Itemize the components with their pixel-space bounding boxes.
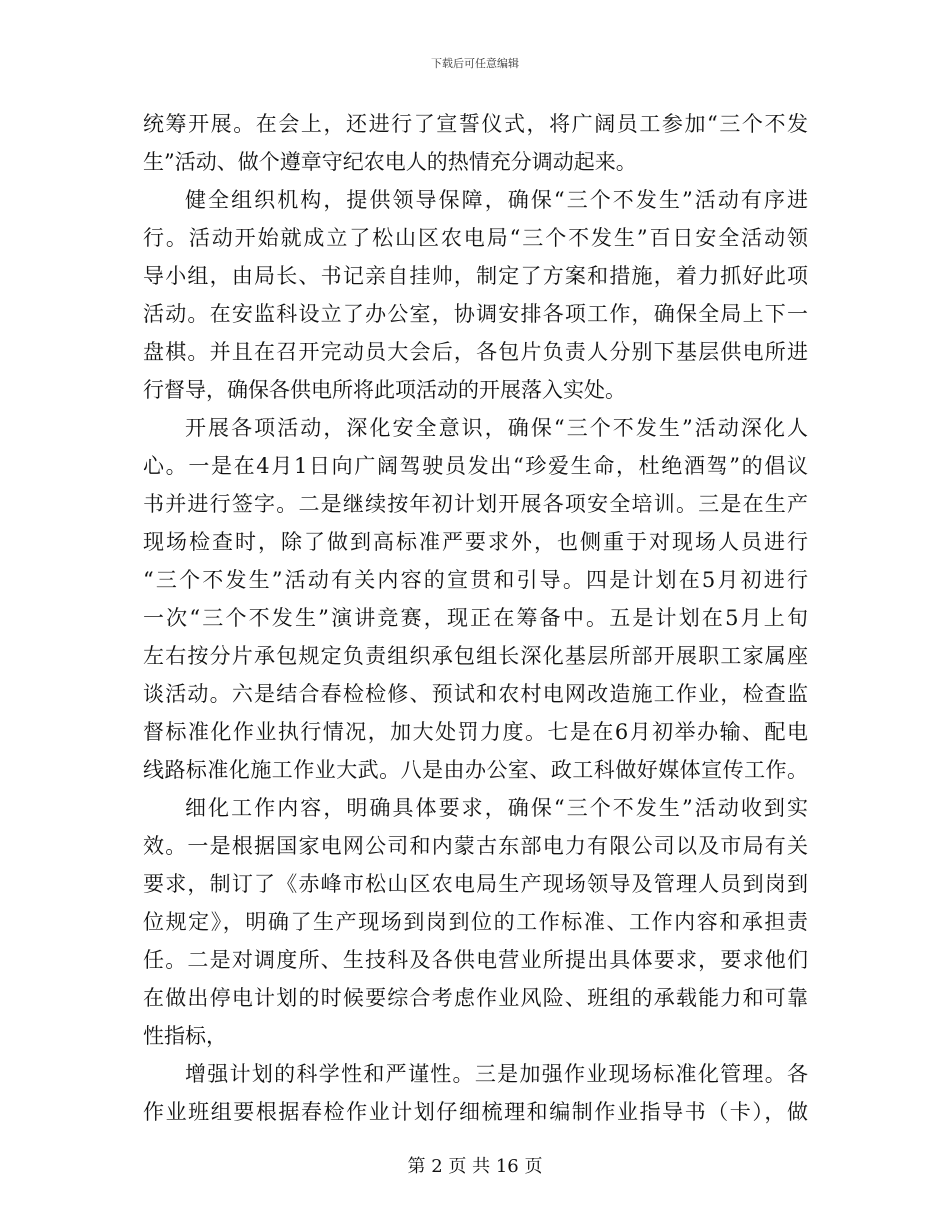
paragraph-first-line: 开展各项活动，深化安全意识，确保“三个不发生”活动深化人 [185, 416, 808, 440]
text-line: 导小组，由局长、书记亲自挂帅，制定了方案和措施，着力抓好此项 [143, 264, 808, 288]
text-line: 督标准化作业执行情况，加大处罚力度。七是在6月初举办输、配电 [143, 720, 808, 744]
document-body [143, 105, 808, 1131]
text-line: 心。一是在4月1日向广阔驾驶员发出“珍爱生命，杜绝酒驾”的倡议 [143, 454, 808, 478]
page-number-footer: 第 2 页 共 16 页 [407, 1156, 543, 1177]
paragraph-first-line: 增强计划的科学性和严谨性。三是加强作业现场标准化管理。各 [185, 1062, 808, 1086]
paragraph-first-line: 健全组织机构，提供领导保障，确保“三个不发生”活动有序进 [185, 188, 808, 212]
text-line: 要求，制订了《赤峰市松山区农电局生产现场领导及管理人员到岗到 [143, 872, 808, 896]
text-line: 作业班组要根据春检作业计划仔细梳理和编制作业指导书（卡），做 [143, 1100, 808, 1124]
text-line: 生”活动、做个遵章守纪农电人的热情充分调动起来。 [143, 150, 637, 174]
text-line: 行督导，确保各供电所将此项活动的开展落入实处。 [143, 378, 626, 402]
text-line: 性指标， [143, 1024, 227, 1048]
text-line: 行。活动开始就成立了松山区农电局“三个不发生”百日安全活动领 [143, 226, 808, 250]
page-header-note: 下载后可任意编辑 [431, 57, 519, 70]
text-line: 在做出停电计划的时候要综合考虑作业风险、班组的承载能力和可靠 [143, 986, 808, 1010]
text-line: 谈活动。六是结合春检检修、预试和农村电网改造施工作业，检查监 [143, 682, 808, 706]
text-line: 线路标准化施工作业大武。八是由办公室、政工科做好媒体宣传工作。 [143, 758, 808, 782]
text-line: 书并进行签字。二是继续按年初计划开展各项安全培训。三是在生产 [143, 492, 808, 516]
paragraph-first-line: 细化工作内容，明确具体要求，确保“三个不发生”活动收到实 [185, 796, 808, 820]
text-line: “三个不发生”活动有关内容的宣贯和引导。四是计划在5月初进行 [143, 568, 808, 592]
text-line: 现场检查时，除了做到高标准严要求外，也侧重于对现场人员进行 [143, 530, 808, 554]
text-line: 盘棋。并且在召开完动员大会后，各包片负责人分别下基层供电所进 [143, 340, 808, 364]
text-line: 一次“三个不发生”演讲竞赛，现正在筹备中。五是计划在5月上旬 [143, 606, 808, 630]
text-line: 位规定》，明确了生产现场到岗到位的工作标准、工作内容和承担责 [143, 910, 808, 934]
text-line: 效。一是根据国家电网公司和内蒙古东部电力有限公司以及市局有关 [143, 834, 808, 858]
text-line: 左右按分片承包规定负责组织承包组长深化基层所部开展职工家属座 [143, 644, 808, 668]
text-line: 统筹开展。在会上，还进行了宣誓仪式，将广阔员工参加“三个不发 [143, 112, 808, 136]
text-line: 活动。在安监科设立了办公室，协调安排各项工作，确保全局上下一 [143, 302, 808, 326]
text-line: 任。二是对调度所、生技科及各供电营业所提出具体要求，要求他们 [143, 948, 808, 972]
